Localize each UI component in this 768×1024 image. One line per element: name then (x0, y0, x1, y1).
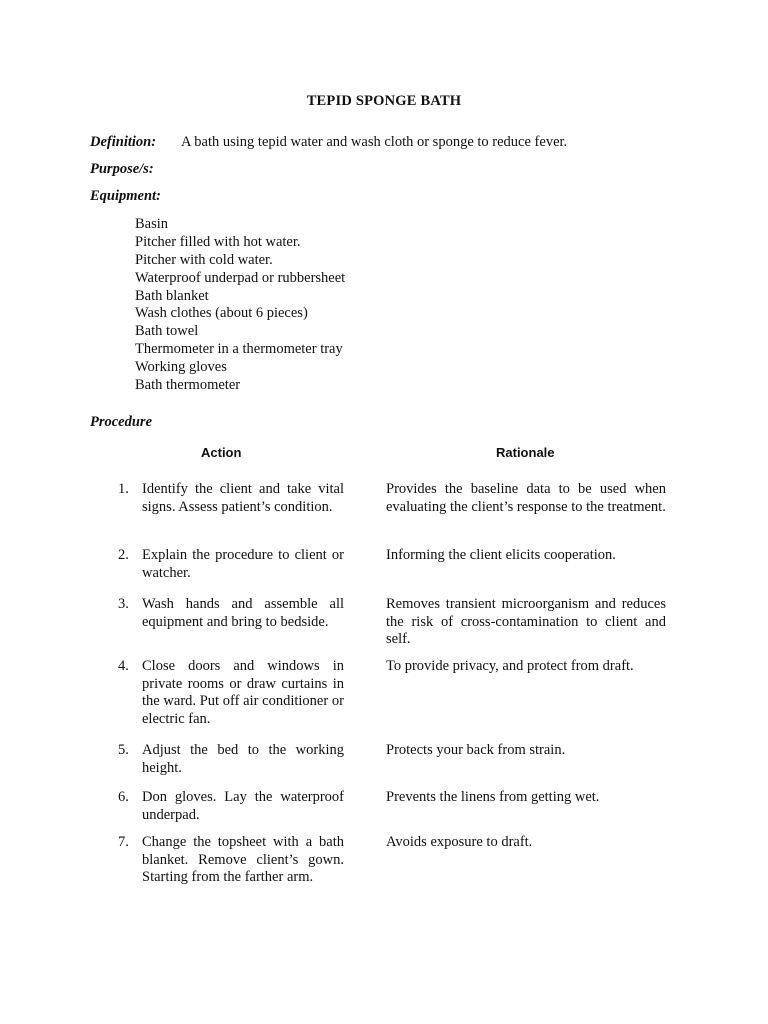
step-action: Explain the procedure to client or watcher. (142, 547, 344, 581)
step-rationale: Provides the baseline data to be used when evaluating the client’s response to the treatment. (386, 481, 666, 515)
purpose-label: Purpose/s: (90, 161, 154, 177)
step-rationale: To provide privacy, and protect from draft. (386, 658, 634, 674)
step-action: Close doors and windows in private rooms or draw curtains in the ward. Put off air conditioner or electric fan. (142, 658, 344, 727)
step-rationale: Informing the client elicits cooperation. (386, 547, 616, 563)
step-rationale: Avoids exposure to draft. (386, 834, 533, 850)
action-column-header: Action (201, 445, 242, 460)
equipment-item: Pitcher filled with hot water. (135, 233, 301, 250)
equipment-item: Wash clothes (about 6 pieces) (135, 305, 308, 322)
step-action: Wash hands and assemble all equipment and bring to bedside. (142, 596, 344, 630)
equipment-list (135, 216, 345, 395)
step-action: Change the topsheet with a bath blanket. Remove client’s gown. Starting from the farther arm. (142, 834, 344, 886)
step-number: 5. (118, 742, 129, 758)
step-rationale: Prevents the linens from getting wet. (386, 789, 600, 805)
equipment-item: Pitcher with cold water. (135, 251, 273, 268)
rationale-column-header: Rationale (496, 445, 555, 460)
equipment-item: Waterproof underpad or rubbersheet (135, 269, 346, 286)
definition-label: Definition: (90, 134, 157, 150)
step-number: 6. (118, 789, 129, 805)
step-number: 2. (118, 547, 129, 563)
step-number: 4. (118, 658, 129, 674)
step-number: 1. (118, 481, 129, 497)
equipment-item: Basin (135, 216, 169, 232)
definition-text: A bath using tepid water and wash cloth or sponge to reduce fever. (181, 134, 568, 150)
step-rationale: Removes transient microorganism and reduces the risk of cross-contamination to client and self. (386, 596, 666, 648)
step-number: 7. (118, 834, 129, 850)
equipment-item: Thermometer in a thermometer tray (135, 341, 343, 358)
step-action: Don gloves. Lay the waterproof underpad. (142, 789, 344, 823)
page-title: TEPID SPONGE BATH (306, 93, 462, 109)
step-number: 3. (118, 596, 129, 612)
step-rationale: Protects your back from strain. (386, 742, 566, 758)
equipment-item: Bath blanket (135, 287, 209, 304)
equipment-label: Equipment: (90, 188, 161, 204)
equipment-item: Bath thermometer (135, 377, 241, 394)
procedure-label: Procedure (90, 414, 153, 430)
step-action: Identify the client and take vital signs. Assess patient’s condition. (142, 481, 344, 515)
step-action: Adjust the bed to the working height. (142, 742, 344, 776)
equipment-item: Working gloves (135, 359, 227, 376)
equipment-item: Bath towel (135, 323, 199, 340)
